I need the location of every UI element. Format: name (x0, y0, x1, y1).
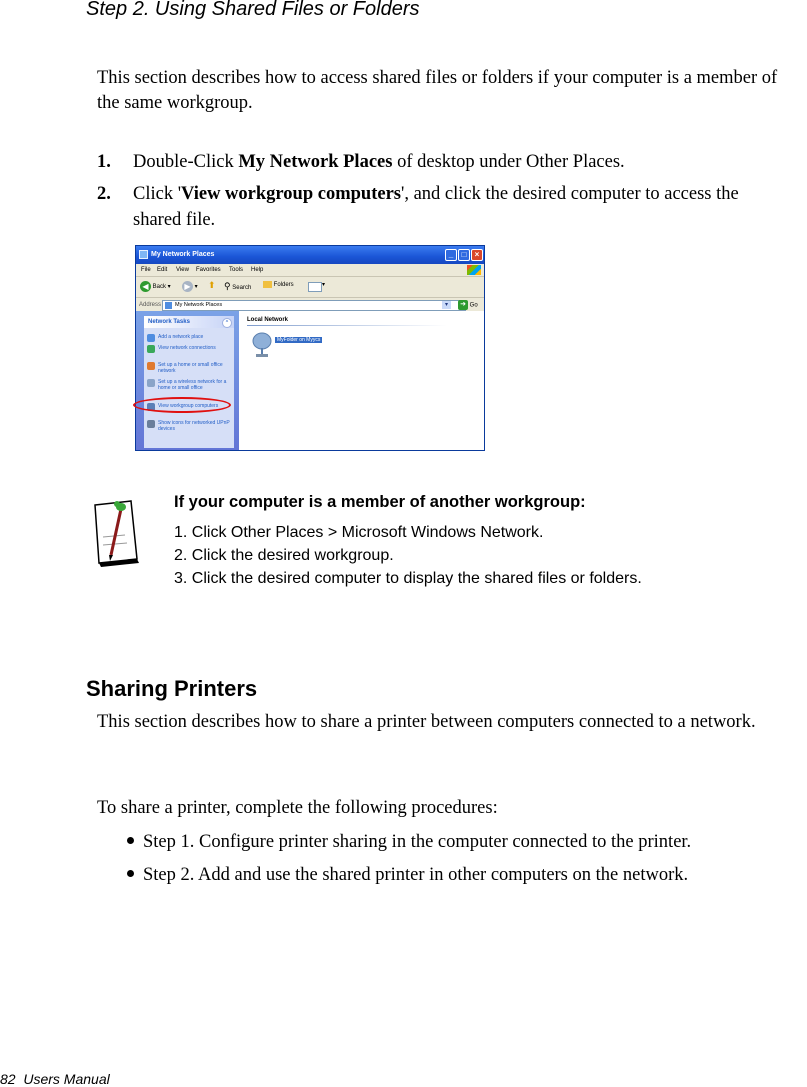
go-arrow-icon: ➜ (458, 300, 468, 310)
step-item-2 (97, 181, 807, 233)
content-pane (239, 311, 484, 450)
address-input[interactable] (162, 300, 466, 311)
page-footer: 82 Users Manual (0, 1071, 110, 1087)
note-line: 1. Click Other Places > Microsoft Windows Network. (174, 524, 544, 541)
up-folder-icon[interactable]: ⬆ (208, 280, 216, 290)
address-label: Address (139, 302, 162, 308)
step-text-pre: Click ' (133, 184, 182, 204)
group-divider (247, 325, 447, 326)
go-label: Go (469, 302, 478, 309)
note-title: If your computer is a member of another workgroup: (174, 493, 586, 511)
network-tasks-panel (144, 316, 234, 448)
address-value: My Network Places (175, 302, 223, 308)
network-places-icon (139, 250, 148, 259)
task-add-network-place[interactable]: Add a network place (147, 334, 231, 340)
step-text-bold: My Network Places (238, 152, 393, 172)
printers-intro: This section describes how to share a printer between computers connected to a network. (97, 712, 756, 732)
network-places-icon (165, 302, 172, 309)
forward-button[interactable]: ▶ ▾ (182, 281, 198, 292)
folders-label: Folders (273, 282, 294, 289)
step-text-post: of desktop under Other Places. (392, 152, 625, 172)
menu-edit[interactable]: Edit (157, 267, 168, 273)
search-icon: ⚲ (224, 281, 231, 291)
add-network-place-icon (147, 334, 155, 342)
window-title: My Network Places (151, 251, 215, 258)
step-text-continued: shared file. (133, 210, 216, 230)
procedures-intro: To share a printer, complete the following procedures: (97, 798, 498, 818)
back-button[interactable]: ◀ Back ▾ (140, 281, 171, 292)
views-dropdown-icon[interactable]: ▾ (322, 282, 326, 288)
explorer-screenshot (135, 245, 485, 451)
group-label: Local Network (247, 317, 289, 323)
step-item-1 (97, 149, 807, 175)
back-arrow-icon: ◀ (140, 281, 151, 292)
menu-tools[interactable]: Tools (229, 267, 244, 273)
intro-paragraph: This section describes how to access shared files or folders if your computer is a member of the same workgroup. (97, 68, 778, 113)
close-button[interactable]: × (471, 249, 483, 261)
folders-button[interactable] (263, 281, 294, 288)
bullet-icon (127, 837, 134, 844)
menu-view[interactable]: View (176, 267, 189, 273)
task-pane (136, 311, 239, 450)
network-tasks-title: Network Tasks (148, 319, 190, 325)
task-show-upnp-icons[interactable]: Show icons for networked UPnP devices (147, 420, 231, 432)
step-text-pre: Double-Click (133, 152, 239, 172)
step-number: 1. (97, 152, 111, 172)
wireless-network-icon (147, 379, 155, 387)
search-button[interactable] (224, 281, 251, 292)
collapse-chevron-icon[interactable]: ⌃ (222, 318, 232, 328)
printers-heading: Sharing Printers (86, 676, 258, 701)
forward-arrow-icon: ▶ (182, 281, 193, 292)
bullet-text: Step 1. Configure printer sharing in the computer connected to the printer. (143, 832, 692, 852)
toolbar (136, 277, 484, 298)
step-text-bold: View workgroup computers (181, 184, 401, 204)
bullet-text: Step 2. Add and use the shared printer in other computers on the network. (143, 865, 689, 885)
windows-logo-icon (467, 265, 481, 275)
minimize-button[interactable]: _ (445, 249, 457, 261)
bullet-item (127, 830, 691, 855)
network-tasks-header[interactable] (144, 316, 234, 328)
shared-folder-label[interactable]: MyFolder on Myycs (277, 337, 321, 343)
step-text-post: ', and click the desired computer to access the (400, 184, 739, 204)
bullet-item (127, 863, 688, 888)
menu-help[interactable]: Help (251, 267, 264, 273)
menu-bar (136, 264, 484, 277)
folder-icon (263, 281, 272, 288)
note-line: 3. Click the desired computer to display the shared files or folders. (174, 570, 642, 587)
step-number: 2. (97, 184, 111, 204)
task-wireless-network[interactable]: Set up a wireless network for a home or small office (147, 379, 231, 391)
task-view-network-connections[interactable]: View network connections (147, 345, 231, 351)
address-dropdown-icon[interactable]: ▾ (442, 301, 451, 309)
highlight-ellipse (133, 397, 231, 413)
maximize-button[interactable]: □ (458, 249, 470, 261)
section-heading: Step 2. Using Shared Files or Folders (86, 0, 420, 20)
home-network-icon (147, 362, 155, 370)
network-connections-icon (147, 345, 155, 353)
back-label: Back (152, 284, 167, 291)
views-icon[interactable] (308, 282, 322, 292)
menu-favorites[interactable]: Favorites (196, 267, 221, 273)
go-button[interactable] (458, 300, 478, 310)
task-view-workgroup-computers[interactable]: View workgroup computers (147, 403, 231, 409)
bullet-icon (127, 870, 134, 877)
search-label: Search (232, 285, 252, 291)
title-bar (136, 246, 484, 264)
shared-folder-icon[interactable] (251, 331, 273, 359)
task-home-network[interactable]: Set up a home or small office network (147, 362, 231, 374)
menu-file[interactable]: File (141, 267, 151, 273)
upnp-devices-icon (147, 420, 155, 428)
note-pencil-icon (93, 497, 149, 567)
note-line: 2. Click the desired workgroup. (174, 547, 394, 564)
